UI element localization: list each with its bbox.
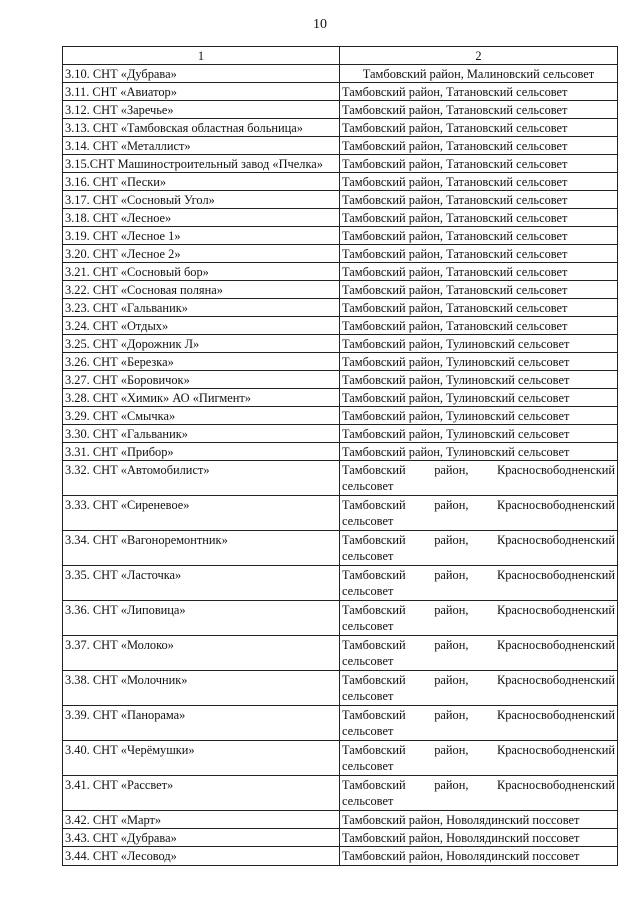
table-row bbox=[63, 443, 618, 461]
cell-location: Тамбовский район, Татановский сельсовет bbox=[340, 263, 618, 281]
cell-name: 3.40. СНТ «Черёмушки» bbox=[63, 741, 340, 776]
cell-location: Тамбовский район, Татановский сельсовет bbox=[340, 227, 618, 245]
cell-location: Тамбовский район, Татановский сельсовет bbox=[340, 137, 618, 155]
location-word: район, bbox=[434, 743, 469, 757]
column-header-1: 1 bbox=[63, 47, 340, 65]
table-header-row bbox=[63, 47, 618, 65]
table-row bbox=[63, 191, 618, 209]
location-word: Тамбовский bbox=[342, 743, 406, 757]
location-word: Красносвободненский bbox=[496, 778, 615, 792]
location-line-2: сельсовет bbox=[342, 549, 394, 563]
cell-location: Тамбовский район, Татановский сельсовет bbox=[340, 83, 618, 101]
cell-name: 3.30. СНТ «Гальваник» bbox=[63, 425, 340, 443]
location-word: Красносвободненский bbox=[496, 743, 615, 757]
cell-location: Тамбовский район, Татановский сельсовет bbox=[340, 317, 618, 335]
cell-location bbox=[340, 636, 618, 671]
location-line-1 bbox=[342, 707, 615, 723]
location-word: Красносвободненский bbox=[496, 638, 615, 652]
table-row bbox=[63, 407, 618, 425]
table-row bbox=[63, 101, 618, 119]
cell-location: Тамбовский район, Тулиновский сельсовет bbox=[340, 443, 618, 461]
cell-location: Тамбовский район, Татановский сельсовет bbox=[340, 119, 618, 137]
location-word: район, bbox=[434, 673, 469, 687]
location-word: Красносвободненский bbox=[496, 568, 615, 582]
table-row bbox=[63, 706, 618, 741]
table-row bbox=[63, 173, 618, 191]
table-row bbox=[63, 65, 618, 83]
cell-name: 3.28. СНТ «Химик» АО «Пигмент» bbox=[63, 389, 340, 407]
cell-name: 3.37. СНТ «Молоко» bbox=[63, 636, 340, 671]
cell-name: 3.26. СНТ «Березка» bbox=[63, 353, 340, 371]
table-row bbox=[63, 119, 618, 137]
table-row bbox=[63, 389, 618, 407]
table-body bbox=[63, 65, 618, 866]
cell-name: 3.35. СНТ «Ласточка» bbox=[63, 566, 340, 601]
cell-location: Тамбовский район, Новолядинский поссовет bbox=[340, 829, 618, 847]
cell-location: Тамбовский район, Тулиновский сельсовет bbox=[340, 425, 618, 443]
location-word: Красносвободненский bbox=[496, 673, 615, 687]
location-word: Тамбовский bbox=[342, 673, 406, 687]
table-row bbox=[63, 601, 618, 636]
cell-name: 3.39. СНТ «Панорама» bbox=[63, 706, 340, 741]
cell-name: 3.14. СНТ «Металлист» bbox=[63, 137, 340, 155]
location-line-2: сельсовет bbox=[342, 619, 394, 633]
cell-name: 3.11. СНТ «Авиатор» bbox=[63, 83, 340, 101]
cell-name: 3.18. СНТ «Лесное» bbox=[63, 209, 340, 227]
location-line-1 bbox=[342, 602, 615, 618]
table-row bbox=[63, 299, 618, 317]
cell-location bbox=[340, 496, 618, 531]
cell-location bbox=[340, 706, 618, 741]
cell-name: 3.10. СНТ «Дубрава» bbox=[63, 65, 340, 83]
location-line-1 bbox=[342, 567, 615, 583]
location-word: Тамбовский bbox=[342, 498, 406, 512]
location-word: Красносвободненский bbox=[496, 498, 615, 512]
cell-name: 3.22. СНТ «Сосновая поляна» bbox=[63, 281, 340, 299]
cell-name: 3.15.СНТ Машиностроительный завод «Пчелка» bbox=[63, 155, 340, 173]
location-line-2: сельсовет bbox=[342, 654, 394, 668]
table-row bbox=[63, 263, 618, 281]
cell-location: Тамбовский район, Татановский сельсовет bbox=[340, 191, 618, 209]
cell-name: 3.36. СНТ «Липовица» bbox=[63, 601, 340, 636]
cell-name: 3.29. СНТ «Смычка» bbox=[63, 407, 340, 425]
cell-location: Тамбовский район, Татановский сельсовет bbox=[340, 209, 618, 227]
cell-name: 3.20. СНТ «Лесное 2» bbox=[63, 245, 340, 263]
location-word: Тамбовский bbox=[342, 708, 406, 722]
location-word: Тамбовский bbox=[342, 463, 406, 477]
cell-location: Тамбовский район, Татановский сельсовет bbox=[340, 173, 618, 191]
cell-location bbox=[340, 601, 618, 636]
cell-name: 3.31. СНТ «Прибор» bbox=[63, 443, 340, 461]
location-word: район, bbox=[434, 778, 469, 792]
location-word: Тамбовский bbox=[342, 603, 406, 617]
table-row bbox=[63, 566, 618, 601]
table-row bbox=[63, 281, 618, 299]
column-header-2: 2 bbox=[340, 47, 618, 65]
cell-name: 3.33. СНТ «Сиреневое» bbox=[63, 496, 340, 531]
cell-name: 3.21. СНТ «Сосновый бор» bbox=[63, 263, 340, 281]
location-line-2: сельсовет bbox=[342, 514, 394, 528]
table-row bbox=[63, 209, 618, 227]
table-row bbox=[63, 741, 618, 776]
location-line-1 bbox=[342, 637, 615, 653]
cell-location: Тамбовский район, Татановский сельсовет bbox=[340, 245, 618, 263]
cell-location: Тамбовский район, Тулиновский сельсовет bbox=[340, 353, 618, 371]
location-line-2: сельсовет bbox=[342, 689, 394, 703]
location-word: Тамбовский bbox=[342, 638, 406, 652]
table-row bbox=[63, 847, 618, 866]
cell-name: 3.23. СНТ «Гальваник» bbox=[63, 299, 340, 317]
cell-name: 3.32. СНТ «Автомобилист» bbox=[63, 461, 340, 496]
cell-location: Тамбовский район, Тулиновский сельсовет bbox=[340, 335, 618, 353]
cell-location: Тамбовский район, Тулиновский сельсовет bbox=[340, 389, 618, 407]
location-word: район, bbox=[434, 463, 469, 477]
cell-name: 3.12. СНТ «Заречье» bbox=[63, 101, 340, 119]
location-line-1 bbox=[342, 532, 615, 548]
table-row bbox=[63, 776, 618, 811]
location-word: Красносвободненский bbox=[496, 533, 615, 547]
location-word: район, bbox=[434, 498, 469, 512]
cell-name: 3.13. СНТ «Тамбовская областная больница» bbox=[63, 119, 340, 137]
location-word: Тамбовский bbox=[342, 533, 406, 547]
cell-name: 3.42. СНТ «Март» bbox=[63, 811, 340, 829]
table-row bbox=[63, 496, 618, 531]
location-word: район, bbox=[434, 533, 469, 547]
location-word: Красносвободненский bbox=[496, 463, 615, 477]
location-line-1 bbox=[342, 777, 615, 793]
location-line-2: сельсовет bbox=[342, 724, 394, 738]
table-row bbox=[63, 636, 618, 671]
table-row bbox=[63, 335, 618, 353]
location-word: Тамбовский bbox=[342, 778, 406, 792]
location-word: Красносвободненский bbox=[496, 708, 615, 722]
table-row bbox=[63, 461, 618, 496]
location-line-1 bbox=[342, 742, 615, 758]
location-line-1 bbox=[342, 672, 615, 688]
cell-location: Тамбовский район, Татановский сельсовет bbox=[340, 101, 618, 119]
cell-location: Тамбовский район, Новолядинский поссовет bbox=[340, 811, 618, 829]
table-row bbox=[63, 671, 618, 706]
table-row bbox=[63, 829, 618, 847]
cell-name: 3.41. СНТ «Рассвет» bbox=[63, 776, 340, 811]
cell-location: Тамбовский район, Малиновский сельсовет bbox=[340, 65, 618, 83]
cell-name: 3.43. СНТ «Дубрава» bbox=[63, 829, 340, 847]
cell-location: Тамбовский район, Тулиновский сельсовет bbox=[340, 407, 618, 425]
table-row bbox=[63, 83, 618, 101]
location-line-1 bbox=[342, 462, 615, 478]
table-row bbox=[63, 353, 618, 371]
table-row bbox=[63, 531, 618, 566]
cell-name: 3.19. СНТ «Лесное 1» bbox=[63, 227, 340, 245]
cell-name: 3.27. СНТ «Боровичок» bbox=[63, 371, 340, 389]
cell-name: 3.38. СНТ «Молочник» bbox=[63, 671, 340, 706]
location-line-2: сельсовет bbox=[342, 794, 394, 808]
table-row bbox=[63, 155, 618, 173]
location-word: район, bbox=[434, 638, 469, 652]
cell-location: Тамбовский район, Тулиновский сельсовет bbox=[340, 371, 618, 389]
cell-name: 3.24. СНТ «Отдых» bbox=[63, 317, 340, 335]
cell-location bbox=[340, 461, 618, 496]
cell-location bbox=[340, 741, 618, 776]
page-number: 10 bbox=[313, 17, 327, 32]
cell-location bbox=[340, 531, 618, 566]
location-word: Тамбовский bbox=[342, 568, 406, 582]
location-word: район, bbox=[434, 708, 469, 722]
cell-name: 3.44. СНТ «Лесовод» bbox=[63, 847, 340, 866]
table-row bbox=[63, 245, 618, 263]
location-line-1 bbox=[342, 497, 615, 513]
cell-location: Тамбовский район, Новолядинский поссовет bbox=[340, 847, 618, 866]
location-word: район, bbox=[434, 568, 469, 582]
table-row bbox=[63, 811, 618, 829]
registry-table bbox=[62, 46, 618, 866]
table-row bbox=[63, 425, 618, 443]
cell-name: 3.17. СНТ «Сосновый Угол» bbox=[63, 191, 340, 209]
location-line-2: сельсовет bbox=[342, 759, 394, 773]
cell-location: Тамбовский район, Татановский сельсовет bbox=[340, 299, 618, 317]
table-row bbox=[63, 137, 618, 155]
table-row bbox=[63, 227, 618, 245]
cell-location bbox=[340, 776, 618, 811]
cell-name: 3.34. СНТ «Вагоноремонтник» bbox=[63, 531, 340, 566]
cell-name: 3.16. СНТ «Пески» bbox=[63, 173, 340, 191]
cell-location bbox=[340, 566, 618, 601]
location-line-2: сельсовет bbox=[342, 479, 394, 493]
cell-location: Тамбовский район, Татановский сельсовет bbox=[340, 155, 618, 173]
cell-name: 3.25. СНТ «Дорожник Л» bbox=[63, 335, 340, 353]
cell-location: Тамбовский район, Татановский сельсовет bbox=[340, 281, 618, 299]
location-word: район, bbox=[434, 603, 469, 617]
location-line-2: сельсовет bbox=[342, 584, 394, 598]
location-word: Красносвободненский bbox=[496, 603, 615, 617]
cell-location bbox=[340, 671, 618, 706]
table-row bbox=[63, 317, 618, 335]
table-row bbox=[63, 371, 618, 389]
